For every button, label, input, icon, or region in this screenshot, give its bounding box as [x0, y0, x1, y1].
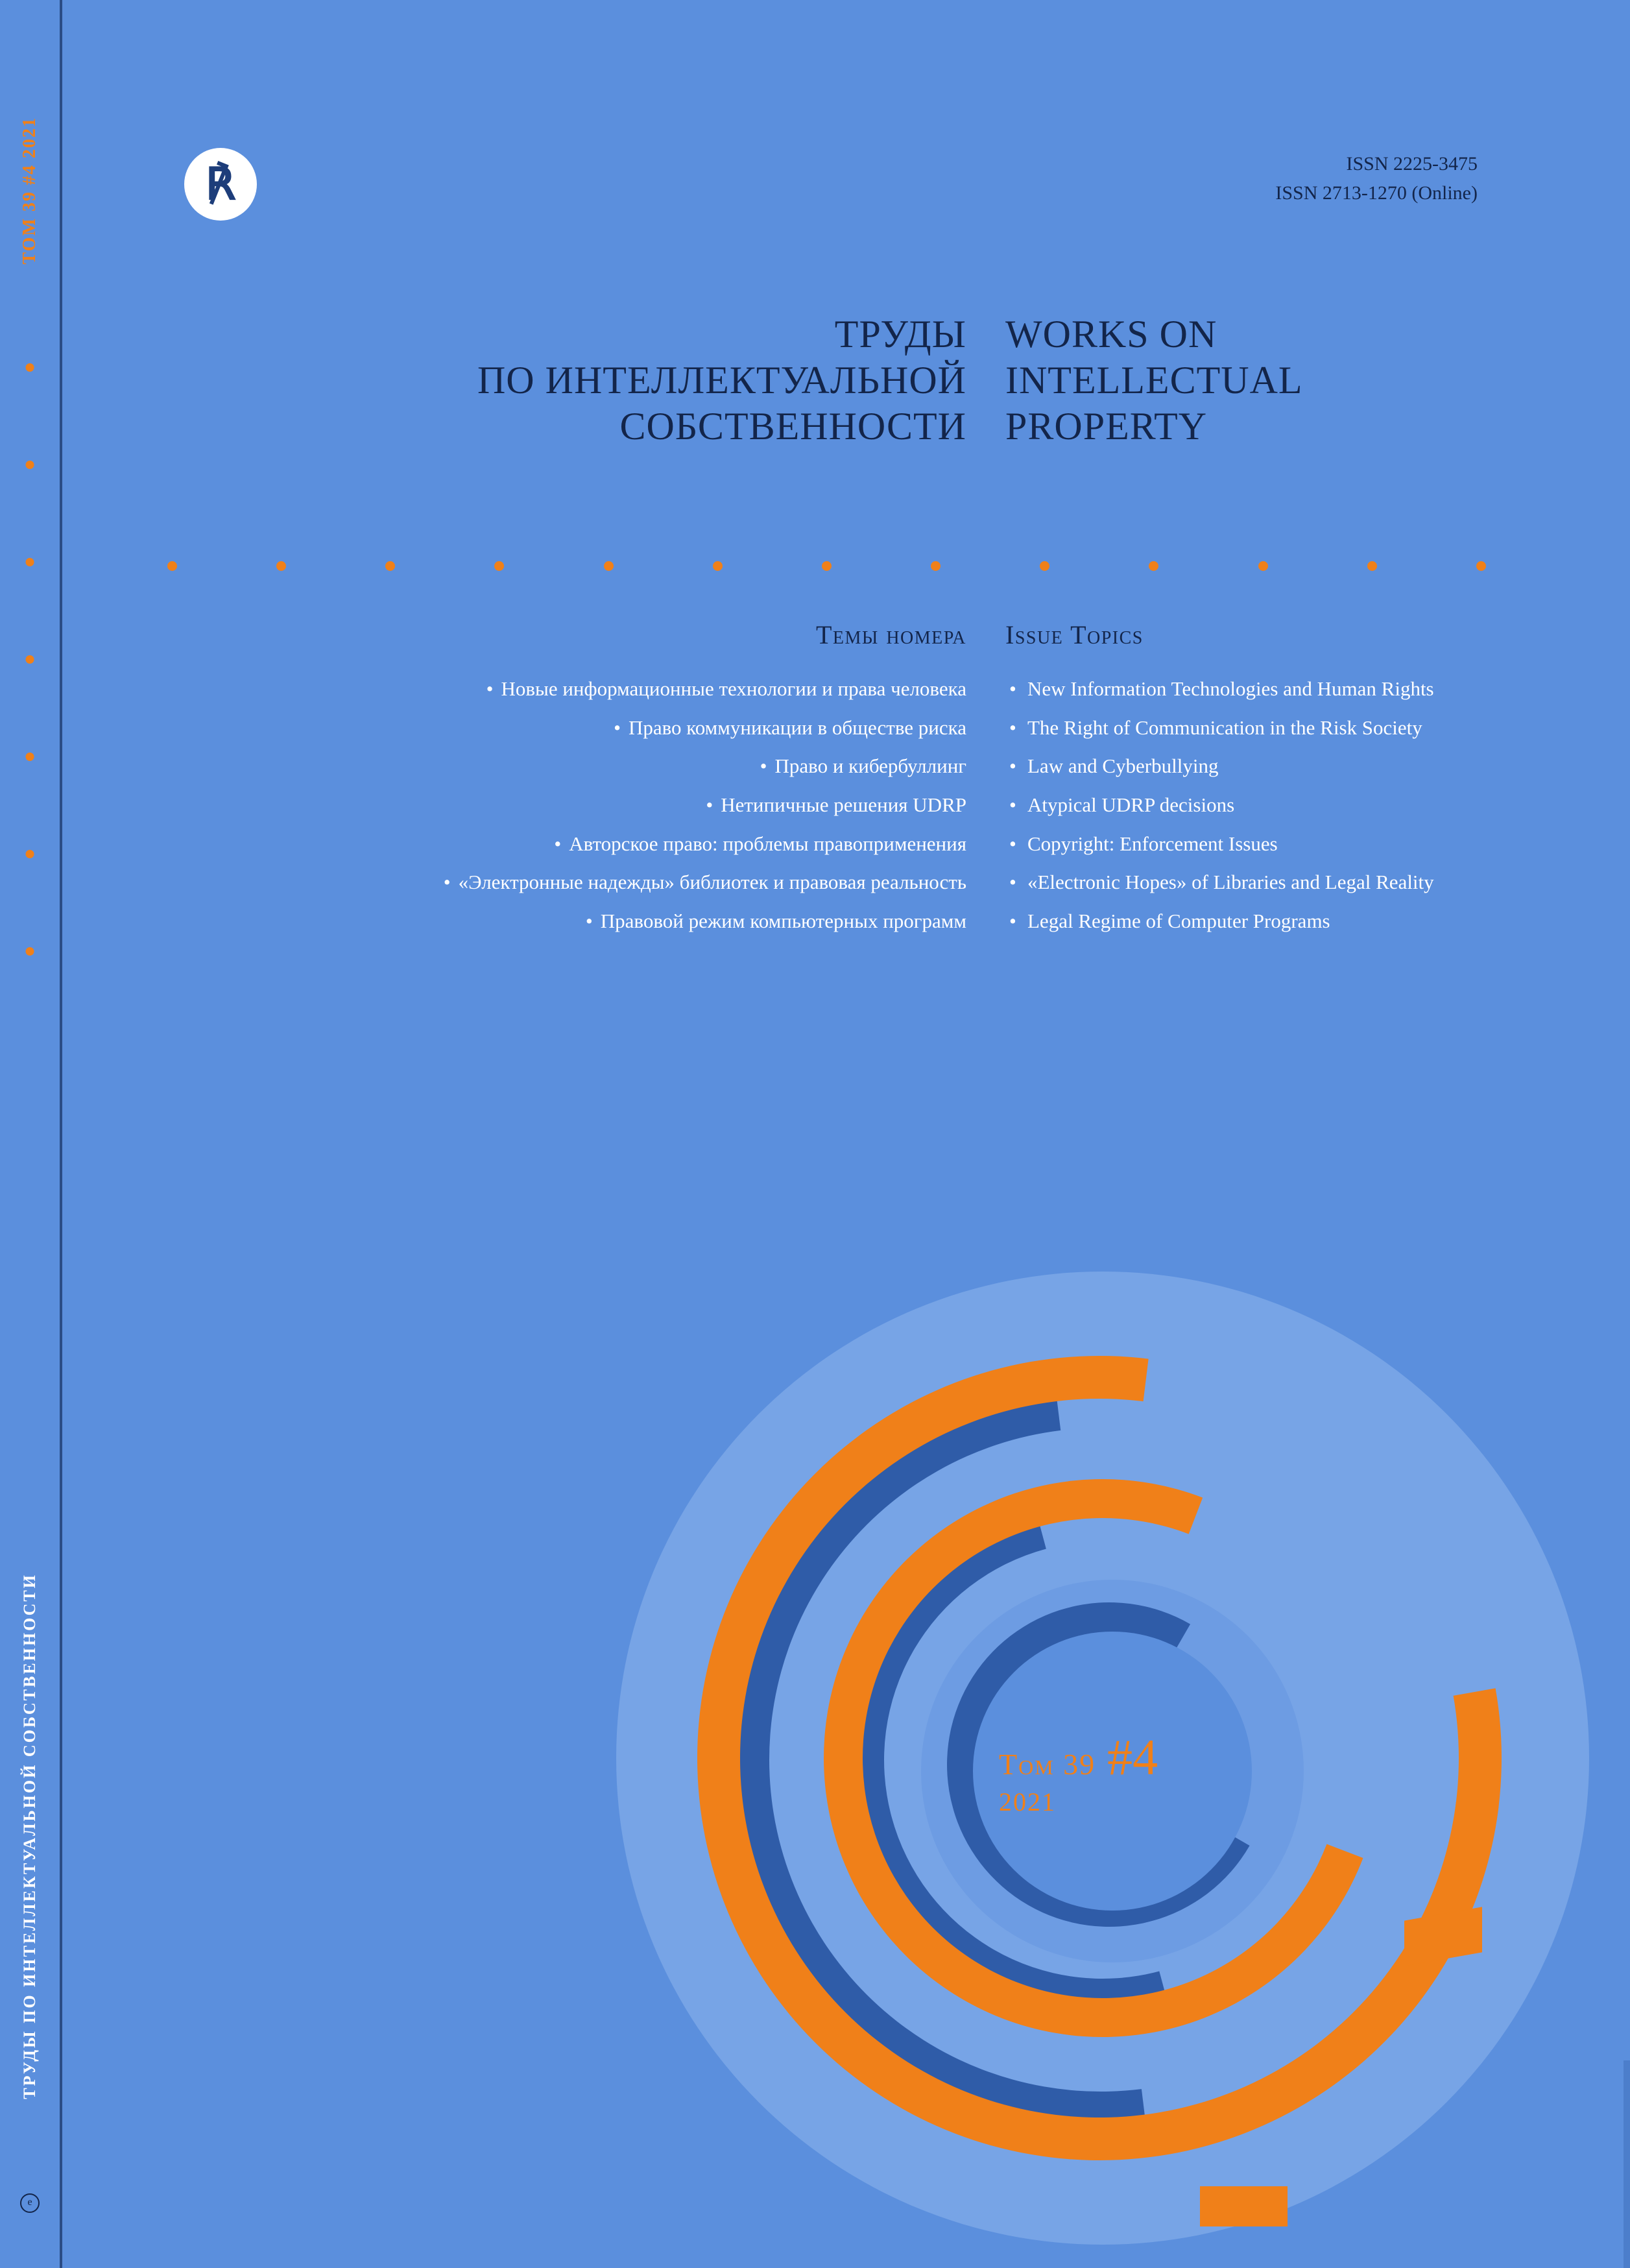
swirl-orange-tab-bottom: [1200, 2186, 1288, 2226]
separator-dot: [494, 561, 504, 571]
topics-heading-english: Issue Topics: [1005, 620, 1144, 649]
topic-item: • Copyright: Enforcement Issues: [1005, 831, 1500, 857]
title-russian-line-1: ТРУДЫ: [834, 313, 966, 356]
separator-dot: [931, 561, 941, 571]
separator-dot: [167, 561, 177, 571]
title-block: [130, 311, 1500, 449]
topic-item: • New Information Technologies and Human Rights: [1005, 676, 1500, 702]
publisher-logo: ℟: [184, 148, 257, 221]
separator-dot: [604, 561, 614, 571]
topic-text: «Электронные надежды» библиотек и правовая реальность: [458, 871, 966, 894]
bullet-icon: •: [585, 910, 593, 933]
separator-dot: [385, 561, 395, 571]
title-russian-line-2: ПО ИНТЕЛЛЕКТУАЛЬНОЙ: [477, 358, 966, 402]
topics-heading-russian: Темы номера: [815, 620, 966, 649]
topic-text: Новые информационные технологии и права человека: [501, 677, 966, 700]
bullet-icon: •: [760, 754, 767, 778]
spine-strip: [0, 0, 62, 2268]
spine-dot-column: [26, 363, 34, 1044]
topic-text: Право и кибербуллинг: [774, 754, 966, 778]
spine-dot: [26, 558, 34, 566]
separator-dot: [1149, 561, 1158, 571]
spine-dot: [26, 850, 34, 858]
bullet-icon: •: [486, 677, 494, 700]
topic-item: [130, 831, 966, 857]
topic-item: [130, 753, 966, 779]
spine-emblem-icon: е: [20, 2193, 40, 2213]
separator-dot: [1476, 561, 1486, 571]
topic-item: [130, 792, 966, 818]
title-russian-line-3: СОБСТВЕННОСТИ: [619, 404, 966, 448]
separator-dot: [1367, 561, 1377, 571]
title-english-line-2: INTELLECTUAL: [1005, 358, 1303, 402]
bullet-icon: •: [706, 793, 713, 817]
bullet-icon: •: [443, 871, 451, 894]
spine-dot: [26, 363, 34, 372]
dot-separator: [167, 561, 1486, 571]
topic-item: [130, 908, 966, 934]
spine-dot: [26, 655, 34, 664]
publication-year: 2021: [999, 1787, 1056, 1816]
topic-text: Правовой режим компьютерных программ: [600, 910, 966, 933]
issn-online: ISSN 2713-1270 (Online): [1275, 182, 1478, 204]
title-english: [989, 311, 1500, 449]
issue-topics-block: [130, 620, 1500, 947]
issn-print: ISSN 2225-3475: [1346, 153, 1478, 175]
separator-dot: [822, 561, 832, 571]
separator-dot: [276, 561, 286, 571]
topics-russian: [130, 620, 989, 947]
spine-dot: [26, 461, 34, 469]
bullet-icon: •: [554, 832, 562, 855]
topics-list-russian: [130, 676, 966, 934]
topics-english: [989, 620, 1500, 947]
topic-item: [130, 676, 966, 702]
separator-dot: [713, 561, 723, 571]
separator-dot: [1040, 561, 1049, 571]
page-edge-marker: [1624, 2060, 1630, 2268]
topic-item: • Legal Regime of Computer Programs: [1005, 908, 1500, 934]
topic-item: [130, 715, 966, 741]
volume-issue-block: [999, 1729, 1158, 1817]
topic-text: Право коммуникации в обществе риска: [628, 716, 966, 739]
topic-text: Нетипичные решения UDRP: [721, 793, 966, 817]
topic-item: • Atypical UDRP decisions: [1005, 792, 1500, 818]
issue-number: #4: [1107, 1729, 1158, 1785]
volume-line: [999, 1729, 1158, 1785]
spine-dot: [26, 753, 34, 761]
separator-dot: [1258, 561, 1268, 571]
spine-journal-title: ТРУДЫ ПО ИНТЕЛЛЕКТУАЛЬНОЙ СОБСТВЕННОСТИ: [20, 1573, 39, 2099]
bullet-icon: •: [614, 716, 621, 739]
topic-item: • «Electronic Hopes» of Libraries and Legal Reality: [1005, 869, 1500, 895]
topics-list-english: [1005, 676, 1500, 934]
spine-volume-label: ТОМ 39 #4 2021: [19, 117, 40, 265]
topic-item: • Law and Cyberbullying: [1005, 753, 1500, 779]
spine-dot: [26, 947, 34, 956]
title-russian: [130, 311, 989, 449]
topic-item: [130, 869, 966, 895]
title-english-line-3: PROPERTY: [1005, 404, 1208, 448]
title-english-line-1: WORKS ON: [1005, 313, 1217, 356]
topic-text: Авторское право: проблемы правоприменения: [569, 832, 966, 855]
volume-text: Том 39: [999, 1748, 1096, 1781]
issn-block: [1275, 149, 1478, 208]
topic-item: • The Right of Communication in the Risk Society: [1005, 715, 1500, 741]
